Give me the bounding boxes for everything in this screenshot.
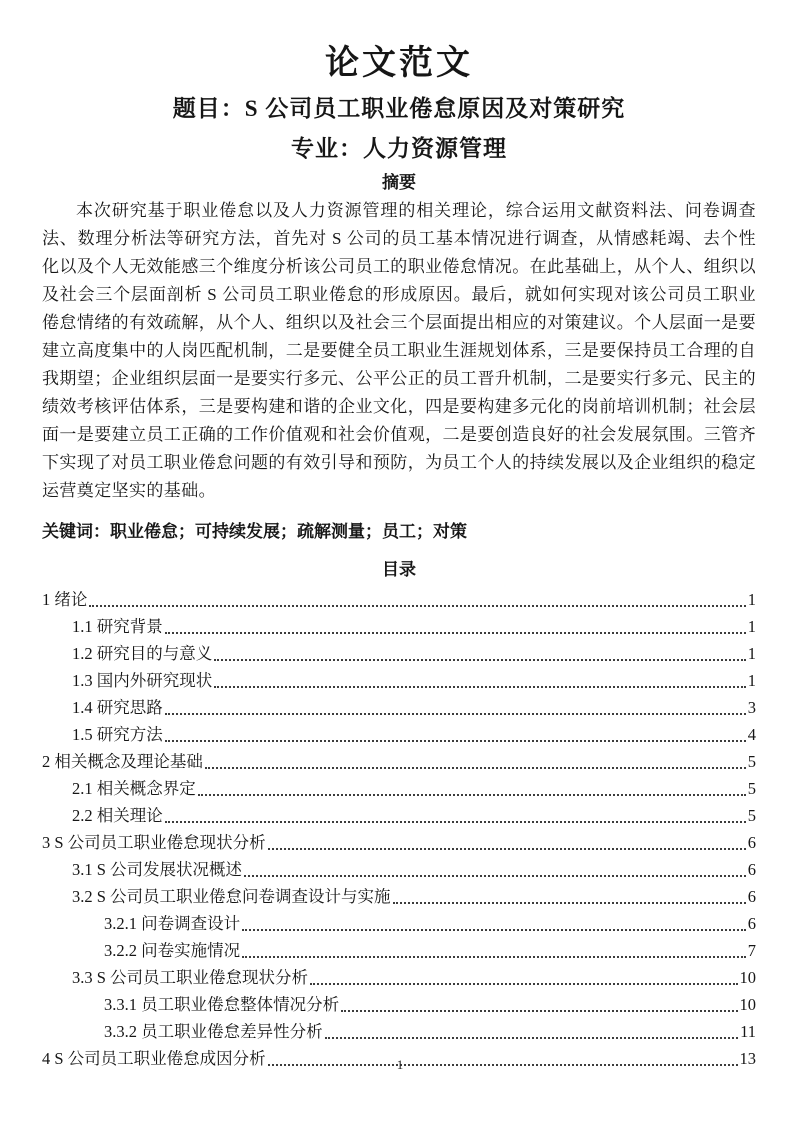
toc-item-page: 1 (747, 644, 756, 663)
toc-dot-leader (205, 767, 746, 769)
toc-item-page: 10 (739, 968, 756, 987)
toc-dot-leader (310, 983, 737, 985)
toc-item-label: 3.1 S 公司发展状况概述 (72, 860, 243, 879)
toc-item-label: 3.3.2 员工职业倦怠差异性分析 (104, 1022, 323, 1041)
toc-item-label: 1.5 研究方法 (72, 725, 163, 744)
toc-item-page: 1 (747, 617, 756, 636)
toc-dot-leader (325, 1037, 738, 1039)
keywords-text: 职业倦怠；可持续发展；疏解测量；员工；对策 (110, 522, 467, 541)
toc-item-label: 4 S 公司员工职业倦怠成因分析 (42, 1049, 266, 1068)
toc-item-page: 10 (739, 995, 756, 1014)
toc-dot-leader (89, 605, 745, 607)
toc-item-page: 6 (747, 833, 756, 852)
toc-dot-leader (198, 794, 746, 796)
toc-dot-leader (165, 740, 746, 742)
toc-item-page: 5 (747, 779, 756, 798)
toc-item (42, 882, 756, 909)
toc-item-page: 5 (747, 752, 756, 771)
toc-item-label: 3.3.1 员工职业倦怠整体情况分析 (104, 995, 340, 1014)
toc-item (42, 1017, 756, 1044)
toc-item-page: 13 (739, 1049, 756, 1068)
toc-dot-leader (242, 929, 746, 931)
toc-item (42, 666, 756, 693)
toc-item (42, 936, 756, 963)
toc-dot-leader (165, 821, 746, 823)
toc-item-label: 3.3 S 公司员工职业倦怠现状分析 (72, 968, 309, 987)
toc-item (42, 747, 756, 774)
toc-item (42, 963, 756, 990)
toc-item-label: 1 绪论 (42, 590, 88, 609)
toc-item-page: 6 (747, 914, 756, 933)
toc-item-page: 6 (747, 887, 756, 906)
page-number: 1 (396, 1057, 404, 1072)
toc-item-page: 5 (747, 806, 756, 825)
toc-list (42, 585, 756, 1071)
keywords-line (42, 518, 756, 546)
toc-item (42, 990, 756, 1017)
toc-item-label: 1.3 国内外研究现状 (72, 671, 213, 690)
toc-item-label: 3.2.2 问卷实施情况 (104, 941, 241, 960)
page-title: 论文范文 (325, 45, 473, 82)
toc-item-label: 2 相关概念及理论基础 (42, 752, 203, 771)
toc-item-page: 7 (747, 941, 756, 960)
toc-dot-leader (214, 686, 746, 688)
toc-item (42, 828, 756, 855)
toc-item-label: 2.1 相关概念界定 (72, 779, 196, 798)
abstract-paragraph: 本次研究基于职业倦怠以及人力资源管理的相关理论，综合运用文献资料法、问卷调查法、数理分析法等研究方法，首先对 S 公司的员工基本情况进行调查，从情感耗竭、去个性化以及个人无效能感三个维度分析该公司员工的职业倦怠情况。在此基础上，从个人、组织以及社会三个层面剖析 S 公司员工职业倦怠的形成原因。最后，就如何实现对该公司员工职业倦怠情绪的有效疏解，从个人、组织以及社会三个层面提出相应的对策建议。个人层面一是要建立高度集中的人岗匹配机制，二是要健全员工职业生涯规划体系，三是要保持员工合理的自我期望；企业组织层面一是要实行多元、公平公正的员工晋升机制，二是要实行多元、民主的绩效考核评估体系，三是要构建和谐的企业文化，四是要构建多元化的岗前培训机制；社会层面一是要建立员工正确的工作价值观和社会价值观，二是要创造良好的社会发展氛围。三管齐下实现了对员工职业倦怠问题的有效引导和预防，为员工个人的持续发展以及企业组织的稳定运营奠定坚实的基础。 (42, 201, 756, 500)
toc-item-page: 4 (747, 725, 756, 744)
toc-item-page: 6 (747, 860, 756, 879)
toc-dot-leader (165, 713, 746, 715)
toc-item-label: 3.2.1 问卷调查设计 (104, 914, 241, 933)
toc-dot-leader (242, 956, 746, 958)
abstract-heading: 摘要 (382, 173, 416, 192)
toc-item (42, 585, 756, 612)
toc-dot-leader (165, 632, 746, 634)
keywords-label: 关键词： (42, 522, 110, 541)
toc-item-page: 11 (740, 1022, 756, 1041)
toc-item (42, 855, 756, 882)
toc-item-page: 3 (747, 698, 756, 717)
thesis-major: 专业：人力资源管理 (291, 136, 507, 161)
thesis-topic: 题目：S 公司员工职业倦怠原因及对策研究 (172, 96, 626, 121)
toc-item-label: 3.2 S 公司员工职业倦怠问卷调查设计与实施 (72, 887, 391, 906)
toc-dot-leader (393, 902, 746, 904)
toc-item-label: 1.1 研究背景 (72, 617, 163, 636)
toc-item (42, 801, 756, 828)
toc-item (42, 909, 756, 936)
toc-item-label: 1.4 研究思路 (72, 698, 163, 717)
toc-heading: 目录 (382, 560, 416, 579)
toc-item-label: 2.2 相关理论 (72, 806, 163, 825)
toc-dot-leader (268, 848, 746, 850)
toc-dot-leader (244, 875, 746, 877)
toc-item-label: 1.2 研究目的与意义 (72, 644, 213, 663)
toc-item (42, 639, 756, 666)
toc-dot-leader (341, 1010, 737, 1012)
toc-item-page: 1 (747, 590, 756, 609)
toc-item (42, 720, 756, 747)
toc-item (42, 774, 756, 801)
toc-item (42, 693, 756, 720)
toc-item-label: 3 S 公司员工职业倦怠现状分析 (42, 833, 266, 852)
toc-item-page: 1 (747, 671, 756, 690)
toc-dot-leader (214, 659, 746, 661)
toc-item (42, 612, 756, 639)
